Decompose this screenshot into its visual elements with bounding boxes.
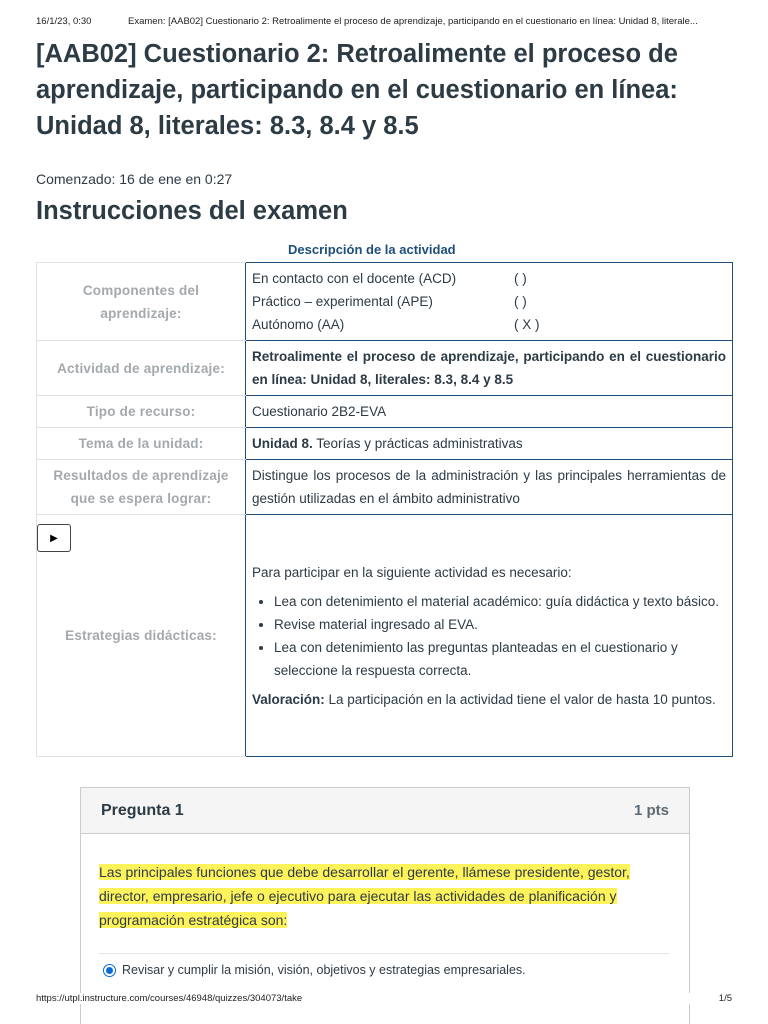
question-title: Pregunta 1 <box>101 801 184 819</box>
question-text <box>99 860 653 932</box>
component-label: En contacto con el docente (ACD) <box>252 271 457 286</box>
activity-row <box>37 341 733 396</box>
footer-url: https://utpl.instructure.com/courses/46948/quizzes/304073/take <box>36 993 303 1004</box>
divider <box>99 953 669 954</box>
strategies-list <box>274 590 726 682</box>
activity-description-caption: Descripción de la actividad <box>288 242 456 257</box>
resource-row <box>37 396 733 428</box>
strategies-label: Estrategias didácticas: <box>37 515 246 757</box>
started-timestamp: Comenzado: 16 de ene en 0:27 <box>36 171 233 187</box>
resource-label: Tipo de recurso: <box>37 396 246 428</box>
unit-text: Teorías y prácticas administrativas <box>312 436 523 451</box>
strategies-intro: Para participar en la siguiente actividad es necesario: <box>252 564 572 580</box>
strategies-row <box>37 515 733 757</box>
question-header <box>81 788 689 834</box>
activity-label: Actividad de aprendizaje: <box>37 341 246 396</box>
question-points: 1 pts <box>633 802 669 819</box>
valuation-body: La participación en la actividad tiene el valor de hasta 10 puntos. <box>324 691 716 707</box>
page-title: [AAB02] Cuestionario 2: Retroalimente el proceso de aprendizaje, participando en el cuestionario en línea: Unidad 8, literales: 8.3, 8.4 y 8.5 <box>36 40 678 140</box>
valuation-label: Valoración: <box>252 691 325 707</box>
component-label: Práctico – experimental (APE) <box>252 294 433 309</box>
radio-selected-icon[interactable] <box>103 964 116 977</box>
question-card <box>80 787 690 1024</box>
unit-prefix: Unidad 8. <box>252 436 313 451</box>
valuation-text <box>252 688 726 711</box>
components-label: Componentes del aprendizaje: <box>37 263 246 341</box>
component-label: Autónomo (AA) <box>252 317 345 332</box>
component-item <box>252 267 726 290</box>
answer-option[interactable] <box>103 963 526 977</box>
list-item: • Revise material ingresado al EVA. <box>274 613 726 636</box>
unit-row <box>37 428 733 460</box>
results-row <box>37 460 733 515</box>
play-icon: ▶ <box>50 532 58 544</box>
list-item: • Lea con detenimiento las preguntas planteadas en el cuestionario y seleccione la respuesta correcta. <box>274 636 726 682</box>
instructions-title: Instrucciones del examen <box>36 197 348 225</box>
unit-label: Tema de la unidad: <box>37 428 246 460</box>
components-row <box>37 263 733 341</box>
component-item <box>252 290 726 313</box>
component-item <box>252 313 726 336</box>
activity-table <box>36 262 733 757</box>
activity-value: Retroalimente el proceso de aprendizaje, participando en el cuestionario en línea: Unidad 8, literales: 8.3, 8.4 y 8.5 <box>246 341 733 396</box>
strategies-value <box>246 515 733 757</box>
highlighted-question-text: Las principales funciones que debe desarrollar el gerente, llámese presidente, gestor, director, empresario, jefe o ejecutivo para ejecutar las actividades de planificación y programación estratégica son: <box>99 864 630 928</box>
components-value <box>246 263 733 341</box>
component-mark: ( X ) <box>514 317 540 332</box>
results-label: Resultados de aprendizaje que se espera lograr: <box>37 460 246 515</box>
unit-value <box>246 428 733 460</box>
footer-page-number: 1/5 <box>718 993 732 1004</box>
results-value: Distingue los procesos de la administración y las principales herramientas de gestión utilizadas en el ámbito administrativo <box>246 460 733 515</box>
print-footer <box>36 993 732 1004</box>
resource-value: Cuestionario 2B2-EVA <box>246 396 733 428</box>
print-header <box>36 16 732 27</box>
answer-label: Revisar y cumplir la misión, visión, objetivos y estrategias empresariales. <box>122 963 526 977</box>
component-mark: ( ) <box>514 271 527 286</box>
list-item: • Lea con detenimiento el material académico: guía didáctica y texto básico. <box>274 590 726 613</box>
component-mark: ( ) <box>514 294 527 309</box>
print-doc-title: Examen: [AAB02] Cuestionario 2: Retroalimente el proceso de aprendizaje, participando en el cuestionario en línea: Unidad 8, literale... <box>128 16 698 27</box>
print-datetime: 16/1/23, 0:30 <box>36 16 92 27</box>
play-button[interactable] <box>37 524 71 552</box>
